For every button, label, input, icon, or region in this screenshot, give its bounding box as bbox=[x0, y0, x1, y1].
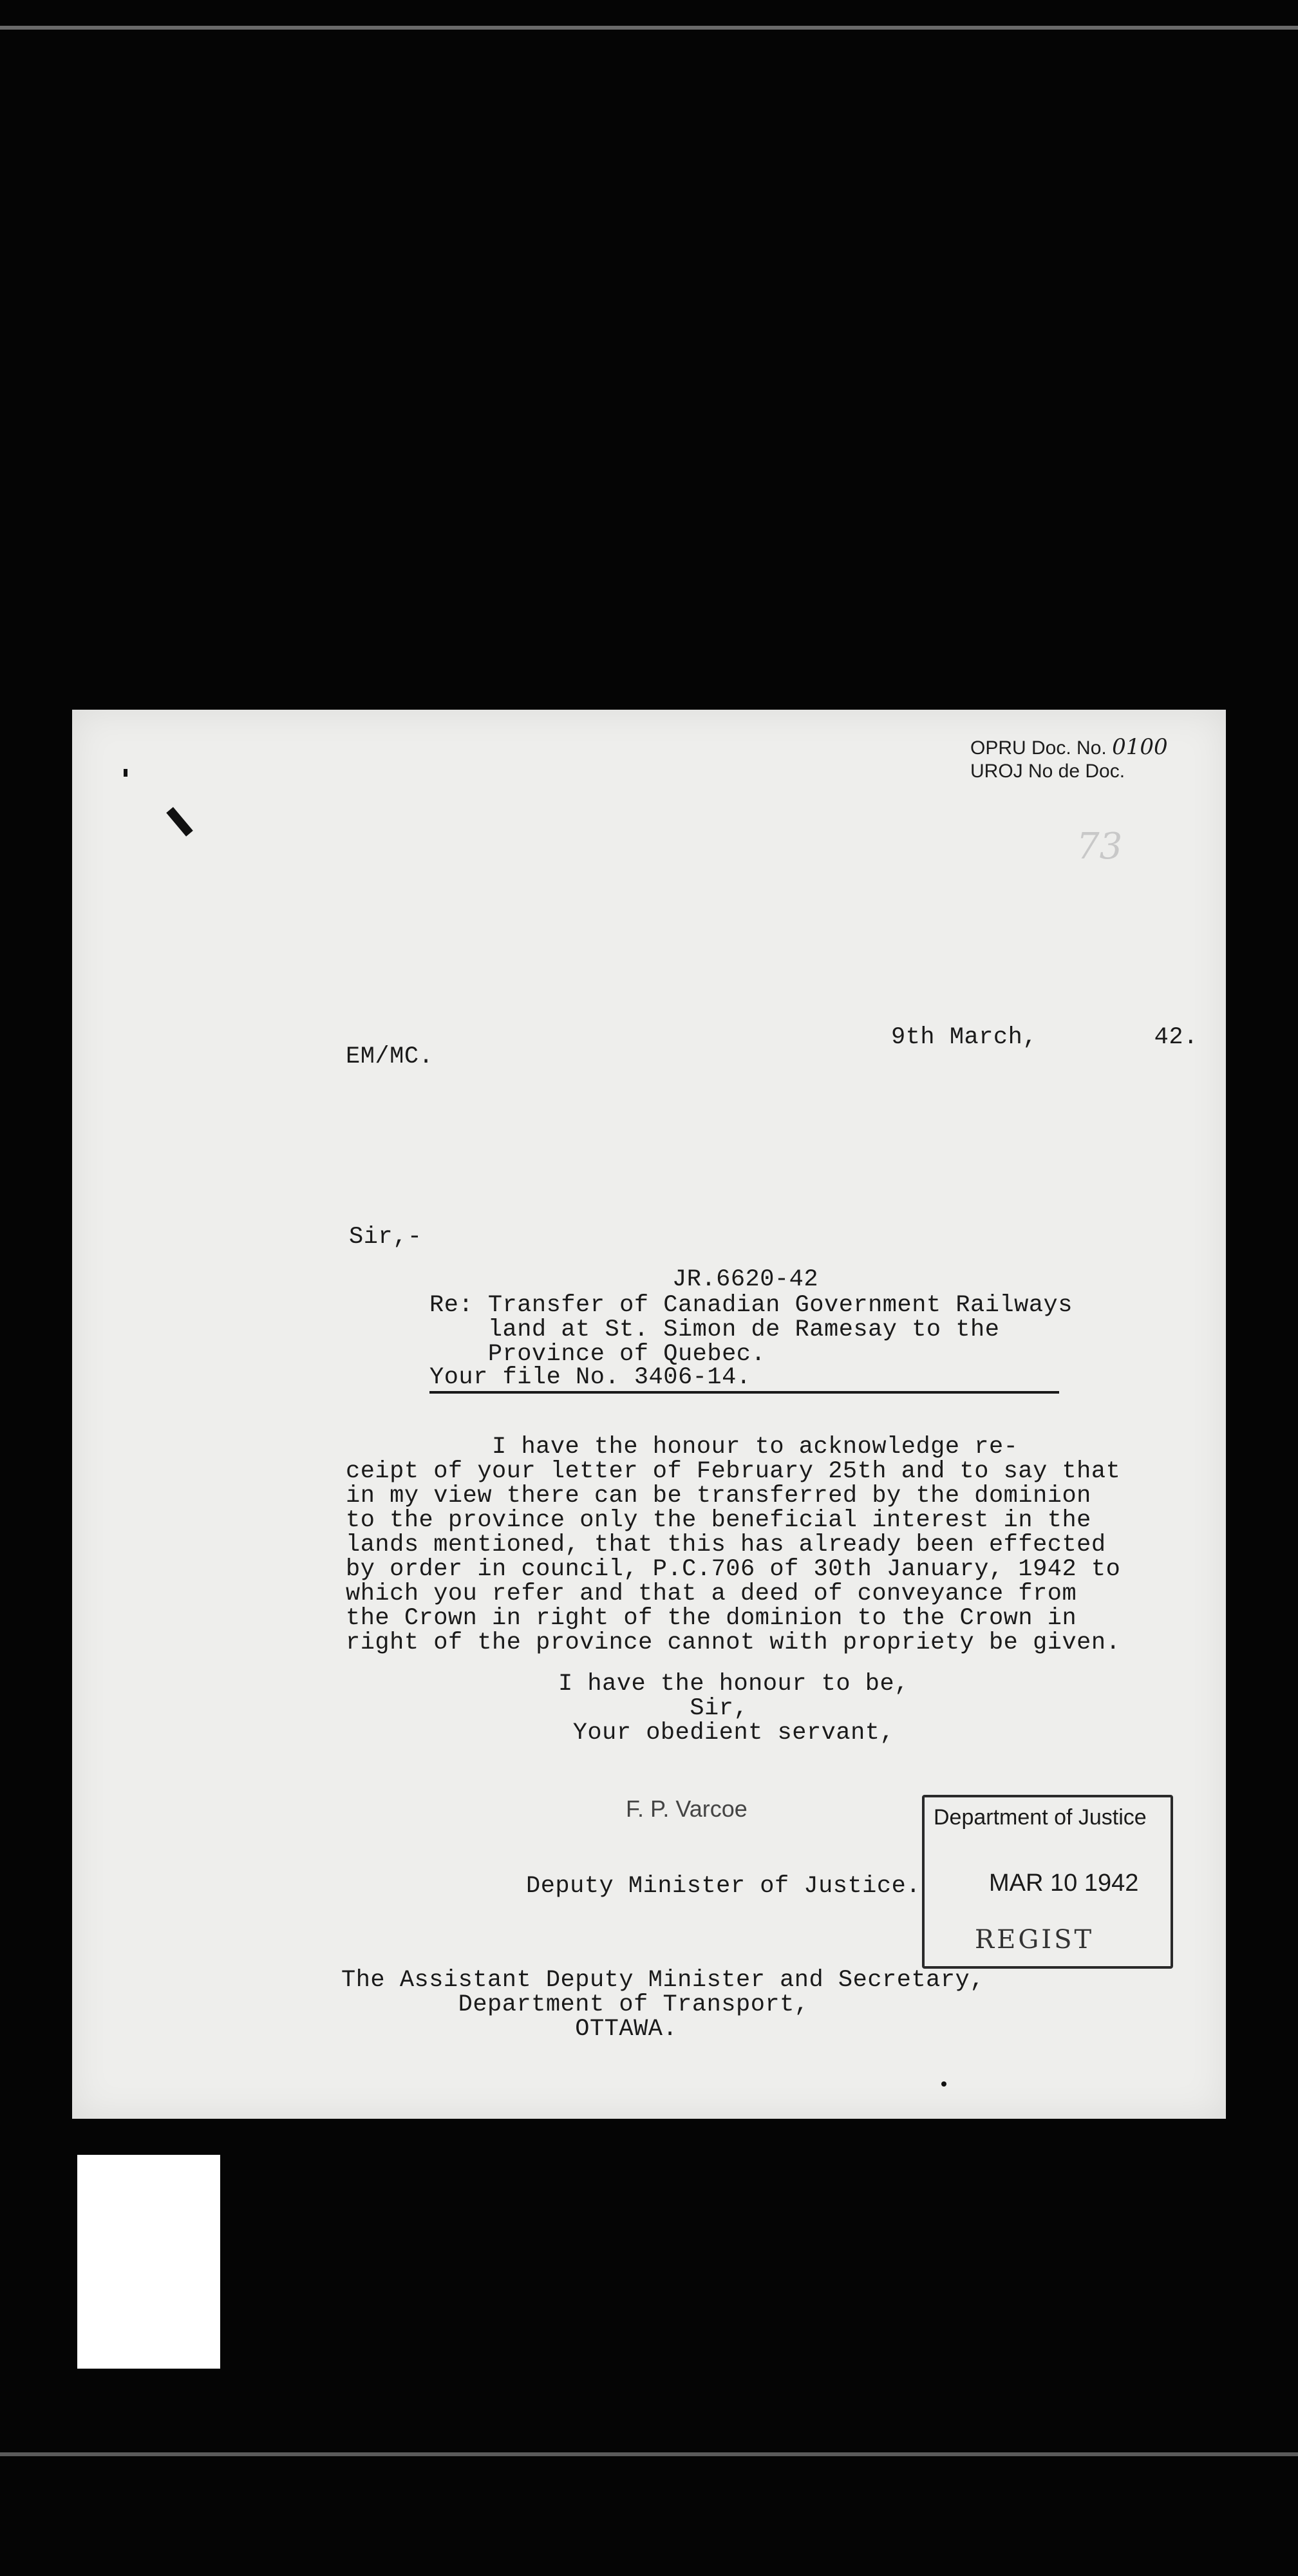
body-line: in my view there can be transferred by the dominion bbox=[346, 1482, 1091, 1510]
document-number-stamp bbox=[970, 735, 1168, 783]
letter-date: 9th March, 42. bbox=[891, 1024, 1198, 1051]
received-date-stamp bbox=[922, 1795, 1173, 1969]
signatory-title: Deputy Minister of Justice. bbox=[526, 1873, 921, 1900]
subject-line: land at St. Simon de Ramesay to the bbox=[429, 1316, 1000, 1343]
body-line: to the province only the beneficial interest in the bbox=[346, 1507, 1091, 1534]
closing-line: I have the honour to be, bbox=[558, 1671, 909, 1698]
ink-dot bbox=[124, 769, 127, 777]
white-card bbox=[77, 2155, 220, 2369]
address-line: OTTAWA. bbox=[341, 2016, 678, 2043]
body-line: which you refer and that a deed of conveyance from bbox=[346, 1580, 1077, 1607]
reference-initials: EM/MC. bbox=[346, 1043, 434, 1070]
salutation: Sir,- bbox=[349, 1224, 422, 1251]
stamp-department: Department of Justice bbox=[934, 1805, 1147, 1830]
address-line: Department of Transport, bbox=[341, 1991, 809, 2018]
doc-number: 0100 bbox=[1112, 734, 1168, 760]
stamp-line-2: UROJ No de Doc. bbox=[970, 761, 1125, 782]
file-reference: JR.6620-42 bbox=[672, 1266, 819, 1293]
body-line: lands mentioned, that this has already been effected bbox=[346, 1531, 1106, 1558]
film-edge-top bbox=[0, 26, 1298, 30]
ink-dot bbox=[941, 2081, 946, 2087]
ink-mark bbox=[166, 807, 193, 837]
faint-handwritten-number: 73 bbox=[1077, 826, 1123, 867]
body-line: by order in council, P.C.706 of 30th January, 1942 to bbox=[346, 1556, 1121, 1583]
signature: F. P. Varcoe bbox=[626, 1795, 748, 1822]
your-file-number: Your file No. 3406-14. bbox=[429, 1365, 1059, 1394]
stamp-line-1: OPRU Doc. No. bbox=[970, 737, 1107, 759]
address-line: The Assistant Deputy Minister and Secretary, bbox=[341, 1967, 984, 1994]
stamp-label: REGIST bbox=[975, 1925, 1095, 1955]
closing-line: Your obedient servant, bbox=[558, 1719, 895, 1747]
subject-line: Re: Transfer of Canadian Government Railways bbox=[429, 1292, 1073, 1319]
body-line: right of the province cannot with propriety be given. bbox=[346, 1629, 1121, 1656]
document-page bbox=[72, 710, 1226, 2119]
body-line: the Crown in right of the dominion to the Crown in bbox=[346, 1605, 1077, 1632]
body-line: ceipt of your letter of February 25th and to say that bbox=[346, 1458, 1121, 1485]
film-edge-bottom bbox=[0, 2452, 1298, 2456]
body-line: I have the honour to acknowledge re- bbox=[346, 1434, 1019, 1461]
closing-line: Sir, bbox=[558, 1695, 749, 1722]
stamp-date: MAR 10 1942 bbox=[989, 1870, 1139, 1897]
subject-line: Province of Quebec. bbox=[429, 1341, 766, 1368]
